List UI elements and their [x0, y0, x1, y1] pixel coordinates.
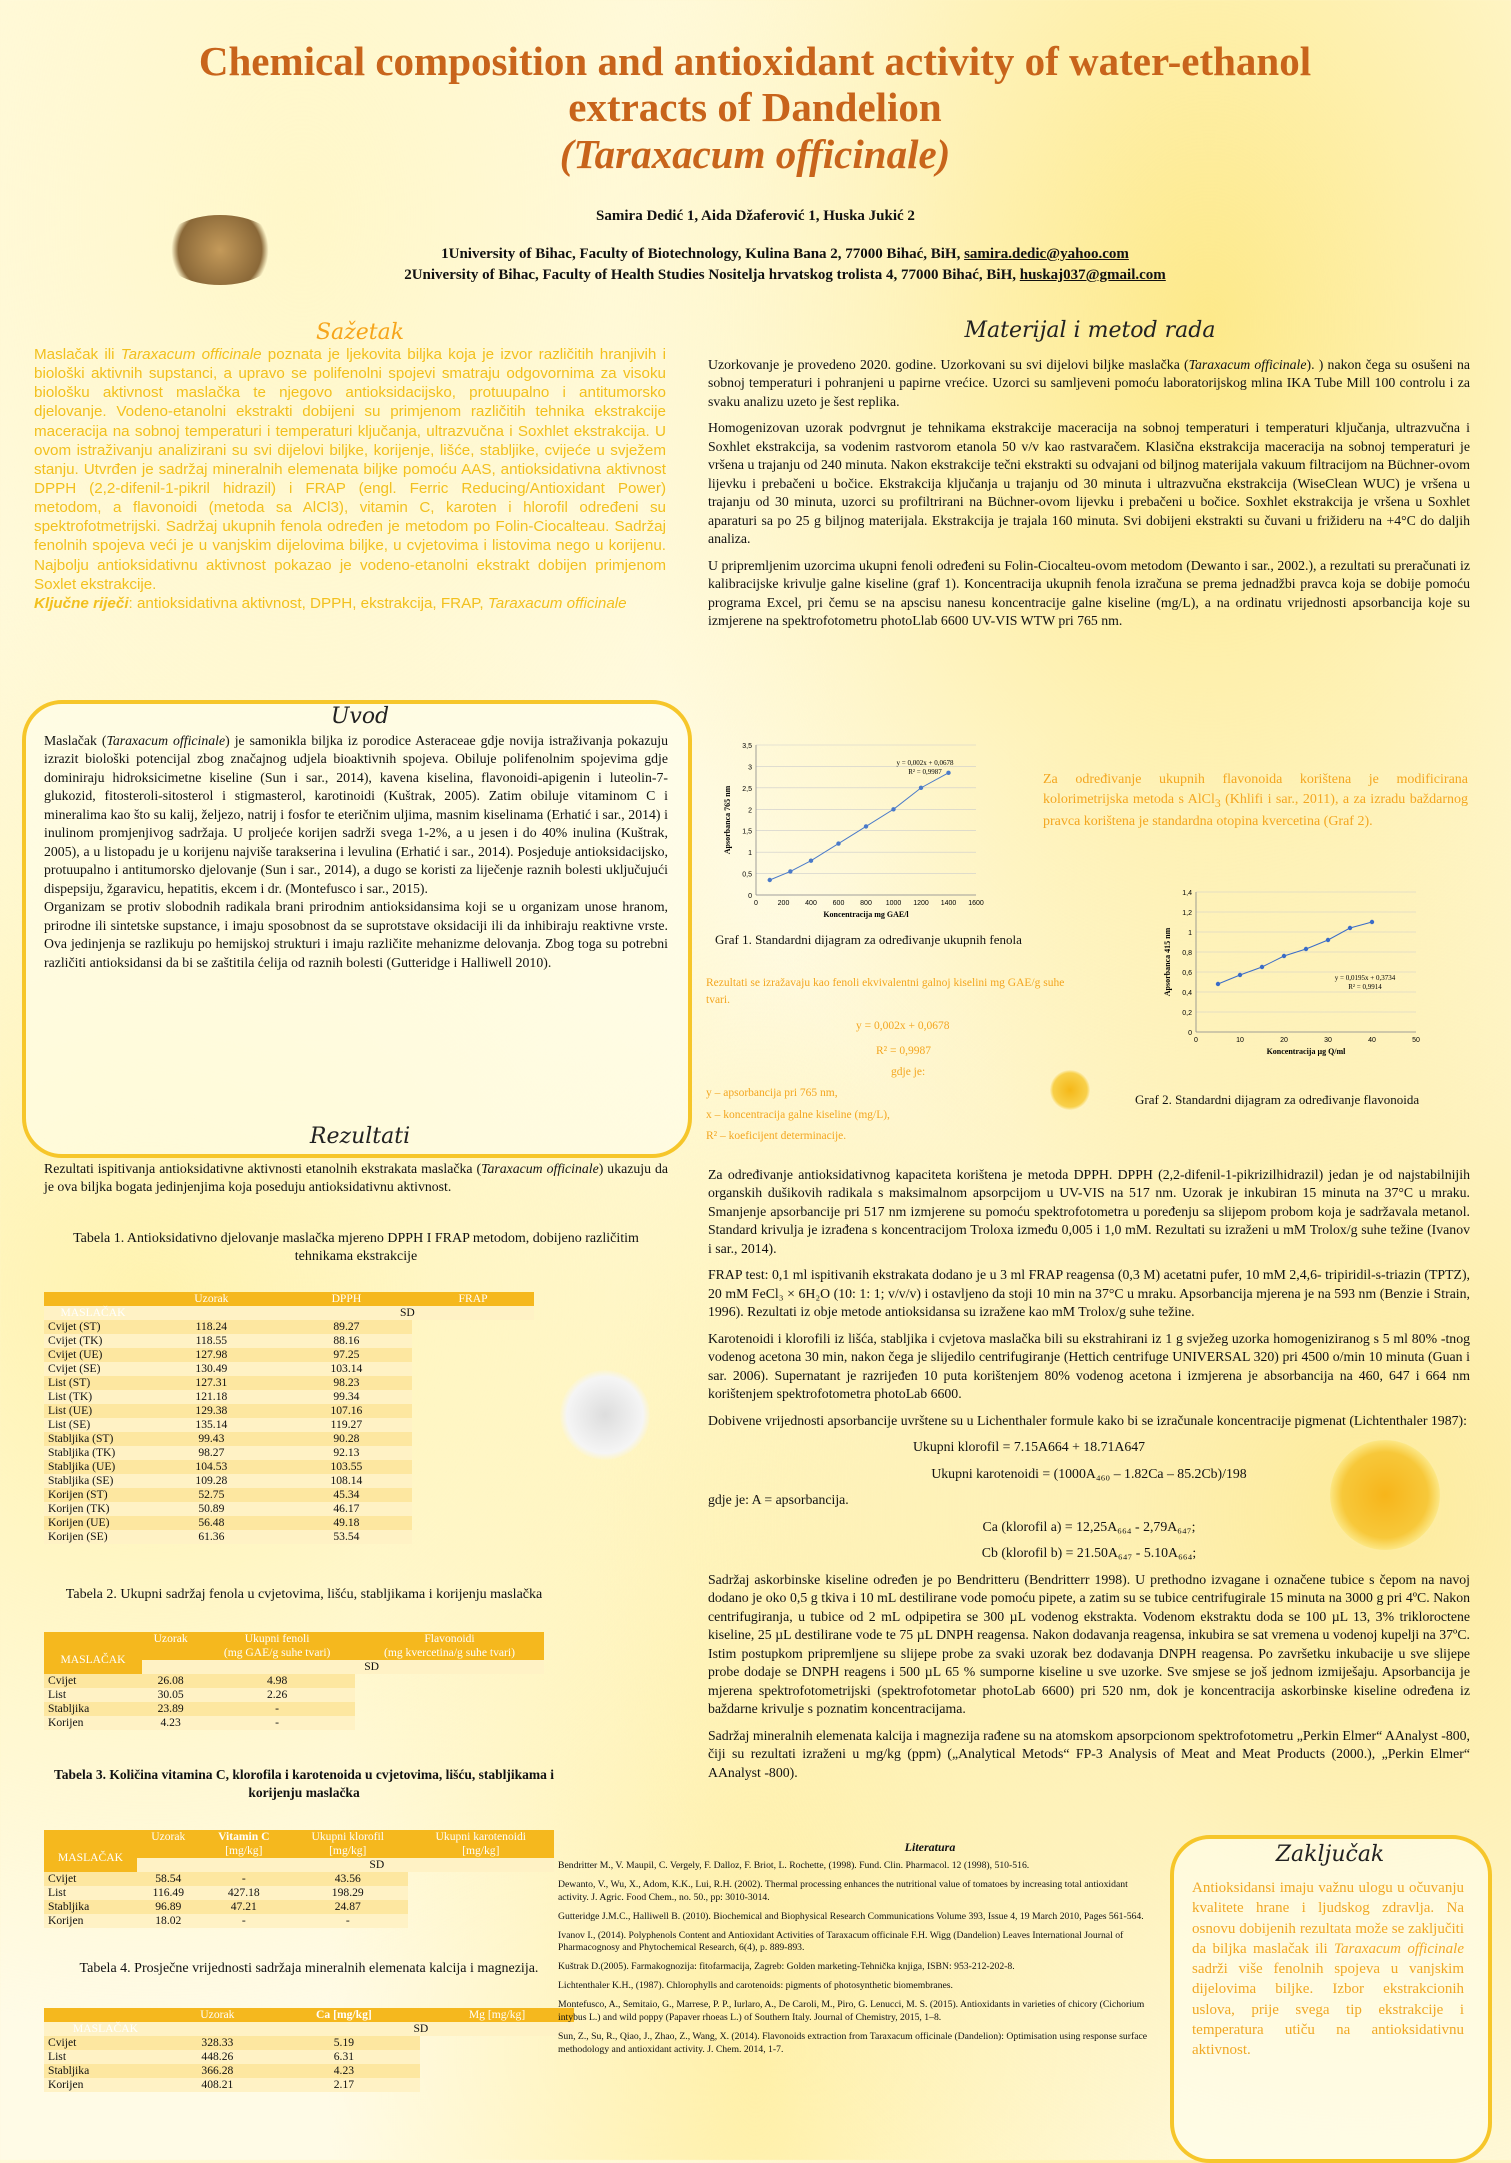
x-tick-label: 600 [832, 900, 845, 907]
graf-2-caption: Graf 2. Standardni dijagram za određivanje flavonoida [1135, 1092, 1420, 1107]
zakljucak-heading: Zaključak [1275, 1842, 1385, 1867]
data-point [864, 824, 868, 828]
email-link-1[interactable]: samira.dedic@yahoo.com [964, 246, 1129, 262]
gae-expression: Rezultati se izražavaju kao fenoli ekvivalentni galnoj kiselini mg GAE/g suhe tvari. y = 0,002x + 0,0678 R² = 0,9987 gdje je: y – apsorbancija pri 765 nm, x – koncentracija galne kiseline (mg/L), R² – koeficijent determinacije. [706, 977, 1065, 1142]
x-tick-label: 40 [1368, 1037, 1376, 1044]
title-line-3: (Taraxacum officinale) [559, 130, 951, 177]
y-axis-label: Apsorbanca 765 nm [723, 785, 732, 855]
table-row: Cvijet (SE) 130.49 103.14 [44, 1362, 534, 1376]
literatura-heading: Literatura [904, 1840, 956, 1854]
reference-item: Bendritter M., V. Maupil, C. Vergely, F. Dalloz, F. Briot, L. Rochette, (1998). Fund. Clin. Pharmacol. 12 (1998), 510-516. [558, 1860, 1030, 1871]
y-tick-label: 1 [748, 850, 752, 858]
x-axis-label: Koncentracija µg Q/ml [1266, 1047, 1346, 1056]
data-point [1216, 982, 1220, 986]
data-point [1260, 965, 1264, 969]
table-row: Korijen (TK) 50.89 46.17 [44, 1502, 534, 1516]
sazetak-text: Maslačak ili Taraxacum officinale poznata je ljekovita biljka koja je izvor različitih hranjivih i biološki aktivnih supstanci, a upravo se polifenolni spojevi smatraju odgovornima za visoku biološku aktivnost maslačka te njegovo antioksidacijsko, protuupalno i antitumorsko djelovanje. Vodeno-etanolni ekstrakti dobijeni su primjenom različitih tehnika ekstrakcije maceracija na sobnoj temperaturi i temperaturi ključanja, ultrazvučna i Soxhlet ekstrakcija. U ovom istraživanju analizirani su svi dijelovi biljke, korijenje, lišće, stabljike, cvijeće u svježem stanju. Utvrđen je sadržaj mineralnih elemenata biljke pomoću AAS, antioksidativna aktivnost DPPH (2,2-difenil-1-pikril hidrazil) i FRAP (engl. Ferric Reducing/Antioxidant Power) metodom, a flavonoidi (metoda sa AlCl3), vitamin C, karoten i hlorofil određeni su spektrofotmetrijski. Sadržaj ukupnih fenola određen je metodom po Folin-Ciocalteau. Sadržaj fenolnih spojeva veći je u vanjskim dijelovima biljke, u cvjetovima i listovima nego u korijenu. Najbolju antioksidativnu aktivnost pokazao je vodeno-etanolni ekstrakt dobijen primjenom Soxlet ekstrakcije. Ključne riječi: antioksidativna aktivnost, DPPH, ekstrakcija, FRAP, Taraxacum officinale [34, 346, 666, 612]
literatura-list [558, 1860, 1158, 2063]
table-row: Stabljika (ST) 99.43 90.28 [44, 1432, 534, 1446]
trendline-equation: R² = 0,9987 [908, 768, 942, 776]
title-line-1: Chemical composition and antioxidant activity of water-ethanol [198, 38, 1312, 84]
x-tick-label: 1400 [940, 900, 957, 907]
uvod-heading: Uvod [330, 704, 390, 729]
table-row: Cvijet (TK) 118.55 88.16 [44, 1334, 534, 1348]
x-tick-label: 400 [805, 900, 817, 907]
x-tick-label: 1600 [968, 900, 984, 907]
graf-1-chart [720, 735, 990, 930]
table-row: Korijen (ST) 52.75 45.34 [44, 1488, 534, 1502]
table-row: Stabljika (SE) 109.28 108.14 [44, 1474, 534, 1488]
graf-2-chart [1160, 880, 1430, 1070]
table-3-caption: Tabela 3. Količina vitamina C, klorofila i karotenoida u cvjetovima, lišću, stabljikama i korijenju maslačka [53, 1767, 555, 1800]
y-tick-label: 0,5 [742, 871, 752, 879]
data-point [946, 771, 950, 775]
reference-item: Kuštrak D.(2005). Farmakognozija: fitofarmacija, Zagreb: Golden marketing-Tehnička knjiga, ISBN: 953-212-202-8. [558, 1961, 1015, 1973]
y-tick-label: 3,5 [742, 743, 752, 750]
y-tick-label: 1,5 [742, 828, 752, 836]
x-tick-label: 1200 [913, 900, 929, 907]
data-point [809, 859, 813, 863]
poster-title [40, 38, 1470, 177]
table-row: Korijen 18.02 - - [44, 1914, 554, 1928]
x-tick-label: 0 [754, 900, 758, 907]
table-row: List (ST) 127.31 98.23 [44, 1376, 534, 1390]
sazetak-heading: Sažetak [315, 320, 405, 345]
data-point [1326, 938, 1330, 942]
data-point [891, 807, 895, 811]
data-point [836, 841, 840, 845]
authors: Samira Dedić 1, Aida Džaferović 1, Huska Jukić 2 [596, 208, 915, 224]
affiliation-1: 1University of Bihac, Faculty of Biotechnology, Kulina Bana 2, 77000 Bihać, BiH, samira.dedic@yahoo.com [441, 246, 1129, 262]
table-row: Korijen 408.21 2.17 [44, 2078, 574, 2092]
materijal-text-top: Uzorkovanje je provedeno 2020. godine. Uzorkovani su svi dijelovi biljke maslačka (Taraxacum officinale). ) nakon čega su osušeni na sobnoj temperaturi i pohranjeni u papirne vrećice. Uzorci su samljeveni pomoću laboratorijskog mlina IKA Tube Mill 100 controlu i za svaku analizu uzeto je šest replika. Homogenizovan uzorak podvrgnut je tehnikama ekstrakcije maceracija na sobnoj temperaturi i temperaturi ključanja, ultrazvučna i Soxhlet ekstrakcija, sa vodenim rastvorom etanola 50 v/v kao rastvaračem. Klasična ekstrakcija maceracija na sobnoj temperaturi je vršena u trajanju od 240 minuta. Nakon ekstrakcije tečni ekstrakti su odvajani od biljnog materijala vakuum filtracijom na Büchner-ovom lijevku i prebačeni u bočice. Ekstrakcija ključanja u trajanju od 30 minuta i ultrazvučna ekstrakcija (WiseClean WUC) je vršena u trajanju od 30 minuta, uzorci su profiltrirani na Büchner-ovom lijevku i prebačeni u bočice. Soxhlet ekstrakcija je vršena u Soxhlet aparaturi sa po 25 g biljnog materijala. Ekstrakcija je trajala 160 minuta. Svi dobijeni ekstrakti su čuvani u frižideru na +4°C do daljih analiza. U pripremljenim uzorcima ukupni fenoli određeni su Folin-Ciocalteu-ovom metodom (Dewanto i sar., 2002.), a rezultati su preračunati iz kalibracijske krivulje galne kiseline (graf 1). Koncentracija ukupnih fenola izračuna se prema jednadžbi pravca koja se dobije pomoću programa Excel, pri čemu se na apscisu nanesu koncentracije galne kiseline (mg/L), a na ordinatu vrijednosti apsorbancija koje su izmjerene na spektrofotometru photoLlab 6600 UV-VIS WTW pri 765 nm. [708, 357, 1470, 629]
y-tick-label: 0,8 [1182, 950, 1192, 957]
table-row: List 448.26 6.31 [44, 2050, 574, 2064]
title-line-2: extracts of Dandelion [568, 84, 942, 131]
x-tick-label: 20 [1280, 1037, 1288, 1044]
zakljucak-text: Antioksidansi imaju važnu ulogu u očuvanju kvalitete hrane i ljudskog zdravlja. Na osnovu dobijenih rezultata može se zaključiti da biljka maslačak ili Taraxacum officinale sadrži više fenolnih spojeva u vanjskim dijelovima biljke. Izbor ekstrakcionih uslova, prije svega tip ekstrakcije i temperatura utiču na antioksidativnu aktivnost. [1192, 1880, 1465, 2058]
data-point [768, 878, 772, 882]
table-row: Korijen 4.23 - [44, 1716, 544, 1730]
y-tick-label: 0,2 [1182, 1010, 1192, 1017]
table-row: List 116.49 427.18 198.29 [44, 1886, 554, 1900]
materijal-heading: Materijal i metod rada [964, 318, 1216, 343]
table-3: Uzorak Vitamin C Ukupni klorofil Ukupni karotenoidi MASLAČAK [mg/kg] [mg/kg] [mg/kg] SD Cvijet 58.54 - 43.56 List 116.49 427.18 198.29 Stabljika 96.89 47.21 24.87 Korijen 18.02 - - [44, 1830, 554, 1928]
data-point [1348, 926, 1352, 930]
y-tick-label: 0 [1188, 1030, 1192, 1037]
table-row: List (TK) 121.18 99.34 [44, 1390, 534, 1404]
x-tick-label: 1000 [885, 900, 902, 907]
reference-item: Sun, Z., Su, R., Qiao, J., Zhao, Z., Wang, X. (2014). Flavonoids extraction from Taraxacum officinale (Dandelion): Optimisation using response surface methodology and antioxidant activity. J. Chem. 2014, 1-7. [558, 2030, 1148, 2055]
table-row: Stabljika 23.89 - [44, 1702, 544, 1716]
flavonoidi-text: Za određivanje ukupnih flavonoida korištena je modificirana kolorimetrijska metoda s AlCl$_3$ (Khlifi i sar., 2011), a za izradu baždarnog pravca korištena je standardna otopina kvercetina (Graf 2). [1043, 772, 1468, 829]
data-point [1238, 973, 1242, 977]
x-tick-label: 200 [777, 900, 790, 907]
table-2-caption: Tabela 2. Ukupni sadržaj fenola u cvjetovima, lišću, stabljikama i korijenju maslačka [65, 1587, 543, 1602]
table-row: List (UE) 129.38 107.16 [44, 1404, 534, 1418]
reference-item: Gutteridge J.M.C., Halliwell B. (2010). Biochemical and Biophysical Research Communications Volume 393, Issue 4, 19 March 2010, Pages 561-564. [558, 1910, 1144, 1922]
y-tick-label: 3 [748, 764, 752, 772]
email-link-2[interactable]: huskaj037@gmail.com [1019, 267, 1166, 283]
x-tick-label: 0 [1194, 1037, 1198, 1044]
table-row: Cvijet (ST) 118.24 89.27 [44, 1320, 534, 1334]
reference-item: Lichtenthaler K.H., (1987). Chlorophylls and carotenoids: pigments of photosynthetic biomembranes. [558, 1980, 953, 1992]
table-row: Cvijet 328.33 5.19 [44, 2036, 574, 2050]
table-4: Uzorak Ca [mg/kg] Mg [mg/kg] MASLAČAK SD Cvijet 328.33 5.19 List 448.26 6.31 Stabljika 366.28 4.23 Korijen 408.21 2.17 [44, 2008, 574, 2092]
y-tick-label: 2 [748, 807, 752, 815]
reference-item: Montefusco, A., Semitaio, G., Marrese, P. P., Iurlaro, A., De Caroli, M., Piro, G. Lenucci, M. S. (2015). Antioxidants in varieties of chicory (Cichorium intybus L.) and wild poppy (Papaver rhoeas L.) of Southern Italy. Journal of Chemistry, 2015, 1–8. [558, 1999, 1145, 2024]
table-1: Uzorak DPPH FRAP MASLAČAK SD Cvijet (ST) 118.24 89.27 Cvijet (TK) 118.55 88.16 Cvijet (UE) 127.98 97.25 Cvijet (SE) 130.49 103.14 List (ST) 127.31 98.23 List (TK) 121.18 99.34 List (UE) 129.38 107.16 List (SE) 135.14 119.27 Stabljika (ST) 99.43 90.28 Stabljika (TK) 98.27 92.13 Stabljika (UE) 104.53 103.55 Stabljika (SE) 109.28 108.14 Korijen (ST) 52.75 45.34 Korijen (TK) 50.89 46.17 Korijen (UE) 56.48 49.18 Korijen (SE) 61.36 53.54 [44, 1292, 534, 1544]
table-row: List 30.05 2.26 [44, 1688, 544, 1702]
materijal-text-bottom: Za određivanje antioksidativnog kapaciteta korištena je metoda DPPH. DPPH (2,2-difenil-1-pikrizilhidrazil) jedan je od najstabilnijih organskih dušikovih radikala s maksimalnom apsorpcijom u UV-VIS na 517 nm. Uzorak je inkubiran 15 minuta na 37°C u mraku. Smanjenje apsorbancije pri 517 nm izmjerene su pomoću spektrofotometra u poređenju sa slijepom probom koja je sadržavala metanol. Standard krivulja je izrađena s koncentracijom Troloxa između 0,005 i 1,0 mM. Rezultati su izraženi u mM Trolox/g suhe težine (Ivanov i sar., 2014). FRAP test: 0,1 ml ispitivanih ekstrakata dodano je u 3 ml FRAP reagensa (0,3 M) acetatni pufer, 10 mM 2,4,6- tripiridil-s-triazin (TPTZ), 20 mM FeCl₃ × 6H₂O (10: 1: 1; v/v/v) i ostavljeno da stoji 10 min na 37°C u mraku. Apsorbancija mjerena je na 593 nm (Benzie i Strain, 1996). Rezultati iz obje metode antioksidansa su izražene kao mM Trolox/g suhe težine. Karotenoidi i klorofili iz lišća, stabljika i cvjetova maslačka bili su ekstrahirani iz 1 g svježeg uzorka homogeniziranog s 5 ml 80% -tnog vodenog acetona 30 min, nakon čega je slijedilo centrifugiranje (Hettich centrifuge UNIVERSAL 320) pri 4500 o/min 10 minuta (Guan i sar. 2006). Supernatant je razrijeđen 10 puta korištenjem 80% vodenog acetona i izmjerena je absorbancija na 460, 647 i 664 nm korištenjem spektrofotometra photoLab 6600. Dobivene vrijednosti apsorbancije uvrštene su u Lichenthaler formule kako bi se izračunale koncentracije pigmenat (Lichtenthaler 1987): Ukupni klorofil = 7.15A664 + 18.71A647 Ukupni karotenoidi = (1000A₄₆₀ – 1.82Ca – 85.2Cb)/198 gdje je: A = apsorbancija. Ca (klorofil a) = 12,25A₆₆₄ - 2,79A₆₄₇; Cb (klorofil b) = 21.50A₆₄₇ - 5.10A₆₆₄; Sadržaj askorbinske kiseline određen je po Bendritteru (Bendritterr 1998). U prethodno izvagane i označene tubice s čepom na navoj dodano je oko 0,5 g tkiva i 10 mL destilirane vode pomoću pipete, a zatim su se tubice centrifugirale 15 minuta na 3000 g pri 4ºC. Nakon centrifugiranja, u tubice od 2 mL odpipetira se 300 µL vodenog ekstrakta. Vodenom ekstraktu doda se 100 µL 13, 3% trikloroctene kiseline, 25 µL destilirane vode te 75 µL DNPH reagensa. Nakon dodavanja reagensa, inkubira se sat vremena u vodenoj kupelji na 37ºC. Istim postupkom pripremljene su slijepe probe za svaki uzorak bez dodavanja DNPH reagensa. Po završetku inkubacije u sve slijepe probe dodaje se DNPH reagens i 500 µL 65 % sumporne kiseline u sve uzorke. Sve smjese se još jednom izmiješaju. Apsorbancija je mjerena spektrofotometrijski (spektrofotometar photoLab 6600) pri 520 nm, dok je koncentracija askorbinske kiseline određena iz baždarne krivulje s poznatim koncentracijama. Sadržaj mineralnih elemenata kalcija i magnezija rađene su na atomskom apsorpcionom spektrofotometru „Perkin Elmer“ AAnalyst -800, čiji su rezultati izraženi u mg/kg (ppm) („Analytical Metods“ FP-3 Analysis of Meat and Meat Products (2000.), „Perkin Elmer“ AAnalyst -800). [708, 1167, 1470, 1780]
table-row: Stabljika 366.28 4.23 [44, 2064, 574, 2078]
trendline-equation: R² = 0,9914 [1348, 983, 1382, 991]
data-point [919, 786, 923, 790]
y-tick-label: 0,4 [1182, 990, 1192, 997]
keywords-label: Ključne riječi [34, 594, 129, 612]
affiliations [120, 244, 1450, 286]
x-axis-label: Koncentracija mg GAE/l [823, 910, 909, 919]
data-point [1304, 947, 1308, 951]
table-row: Cvijet 26.08 4.98 [44, 1674, 544, 1688]
y-tick-label: 1 [1188, 930, 1192, 937]
y-tick-label: 0 [748, 893, 752, 900]
y-tick-label: 0,6 [1182, 970, 1192, 977]
affiliation-2: 2University of Bihac, Faculty of Health Studies Nositelja hrvatskog trolista 4, 77000 Bihać, BiH, huskaj037@gmail.com [404, 267, 1166, 283]
trendline-equation: y = 0,0195x + 0,3734 [1334, 974, 1396, 982]
y-tick-label: 1,4 [1182, 890, 1192, 897]
table-row: List (SE) 135.14 119.27 [44, 1418, 534, 1432]
table-row: Cvijet (UE) 127.98 97.25 [44, 1348, 534, 1362]
x-tick-label: 50 [1412, 1037, 1420, 1044]
y-tick-label: 1,2 [1182, 910, 1192, 917]
trendline-equation: y = 0,002x + 0,0678 [896, 759, 954, 767]
table-row: Stabljika 96.89 47.21 24.87 [44, 1900, 554, 1914]
table-1-row-label: MASLAČAK [44, 1306, 142, 1320]
rezultati-heading: Rezultati [309, 1124, 411, 1149]
table-row: Stabljika (UE) 104.53 103.55 [44, 1460, 534, 1474]
x-tick-label: 30 [1324, 1037, 1332, 1044]
table-row: Stabljika (TK) 98.27 92.13 [44, 1446, 534, 1460]
table-row: Korijen (UE) 56.48 49.18 [44, 1516, 534, 1530]
table-row: Korijen (SE) 61.36 53.54 [44, 1530, 534, 1544]
y-axis-label: Apsorbanca 415 nm [1163, 927, 1172, 997]
uvod-text: Maslačak (Taraxacum officinale) je samonikla biljka iz porodice Asteraceae gdje novija istraživanja pokazuju izrazit biološki potencijal zbog značajnog udjela bioaktivnih spojeva. Obiluje polifenolnim spojevima gdje dominiraju hidroksicimetne kiseline (Sun i sar., 2014), kavena kiselina, flavonoidi-apigenin i luteolin-7- glukozid, fitosteroli-sitosterol i stigmasterol, karotinoidi (Kuštrak, 2005). Zatim obiluje vitaminom C i mineralima kao što su kalij, željezo, natrij i fosfor te eteričnim uljima, masnim kiselinama (Erhatić i sar., 2014) i inulinom promjenjivog sadržaja. U proljeće korijen sadrži svega 1-2%, a u jesen i do 40% inulina (Kuštrak, 2005), a u listopadu je u korijenu najviše tarakserina i levulina (Erhatić i sar., 2014). Posjeduje antioksidacijsko, protuupalno i antitumorsko djelovanje (Sun i sar., 2014), a dugo se koristi za liječenje raznih bolesti uključujući dispepsiju, žgaravicu, hepatitis, ekcem i dr. (Montefusco i sar., 2015). Organizam se protiv slobodnih radikala brani prirodnim antioksidansima koji se u organizam unose hranom, prirodne ili sintetske supstance, i imaju sposobnost da se suprotstave oksidaciji ili da inhibiraju reaktivne vrste. Ova jedinjenja se razlikuju po hemijskoj strukturi i imaju različite mehanizme delovanja. Zbog toga su potrebni različiti antioksidansi da bi se zaštitila ćelija od raznih bolesti (Gutteridge i Halliwell 2010). [44, 733, 668, 970]
table-2: Uzorak Ukupni fenoli Flavonoidi MASLAČAK (mg GAE/g suhe tvari) (mg kvercetina/g suhe tvari) SD Cvijet 26.08 4.98 List 30.05 2.26 Stabljika 23.89 - Korijen 4.23 - [44, 1632, 544, 1730]
data-point [1282, 954, 1286, 958]
table-4-caption: Tabela 4. Prosječne vrijednosti sadržaja mineralnih elemenata kalcija i magnezija. [79, 1961, 539, 1976]
reference-item: Dewanto, V., Wu, X., Adom, K.K., Lui, R.H. (2002). Thermal processing enhances the nutritional value of tomatoes by increasing total antioxidant activity. J. Agric. Food Chem., no. 50., pp: 3010-3014. [558, 1878, 1128, 1903]
x-tick-label: 10 [1236, 1037, 1244, 1044]
rezultati-text: Rezultati ispitivanja antioksidativne aktivnosti etanolnih ekstrakata maslačka (Taraxacum officinale) ukazuju da je ova biljka bogata jedinjenjima koja poseduju antioksidativnu aktivnost. [44, 1161, 668, 1195]
x-tick-label: 800 [860, 900, 872, 907]
data-point [788, 869, 792, 873]
table-1-caption: Tabela 1. Antioksidativno djelovanje maslačka mjereno DPPH I FRAP metodom, dobijeno različitim tehnikama ekstrakcije [73, 1231, 639, 1265]
data-point [1370, 920, 1374, 924]
y-tick-label: 2,5 [742, 785, 752, 793]
reference-item: Ivanov I., (2014). Polyphenols Content and Antioxidant Activities of Taraxacum officinale F.H. Wigg (Dandelion) Leaves International Journal of Pharmacognosy and Phytochemical Research, 6(4), p. 889-893. [558, 1929, 1124, 1954]
graf-1-caption: Graf 1. Standardni dijagram za određivanje ukupnih fenola [715, 932, 1022, 947]
table-row: Cvijet 58.54 - 43.56 [44, 1872, 554, 1886]
